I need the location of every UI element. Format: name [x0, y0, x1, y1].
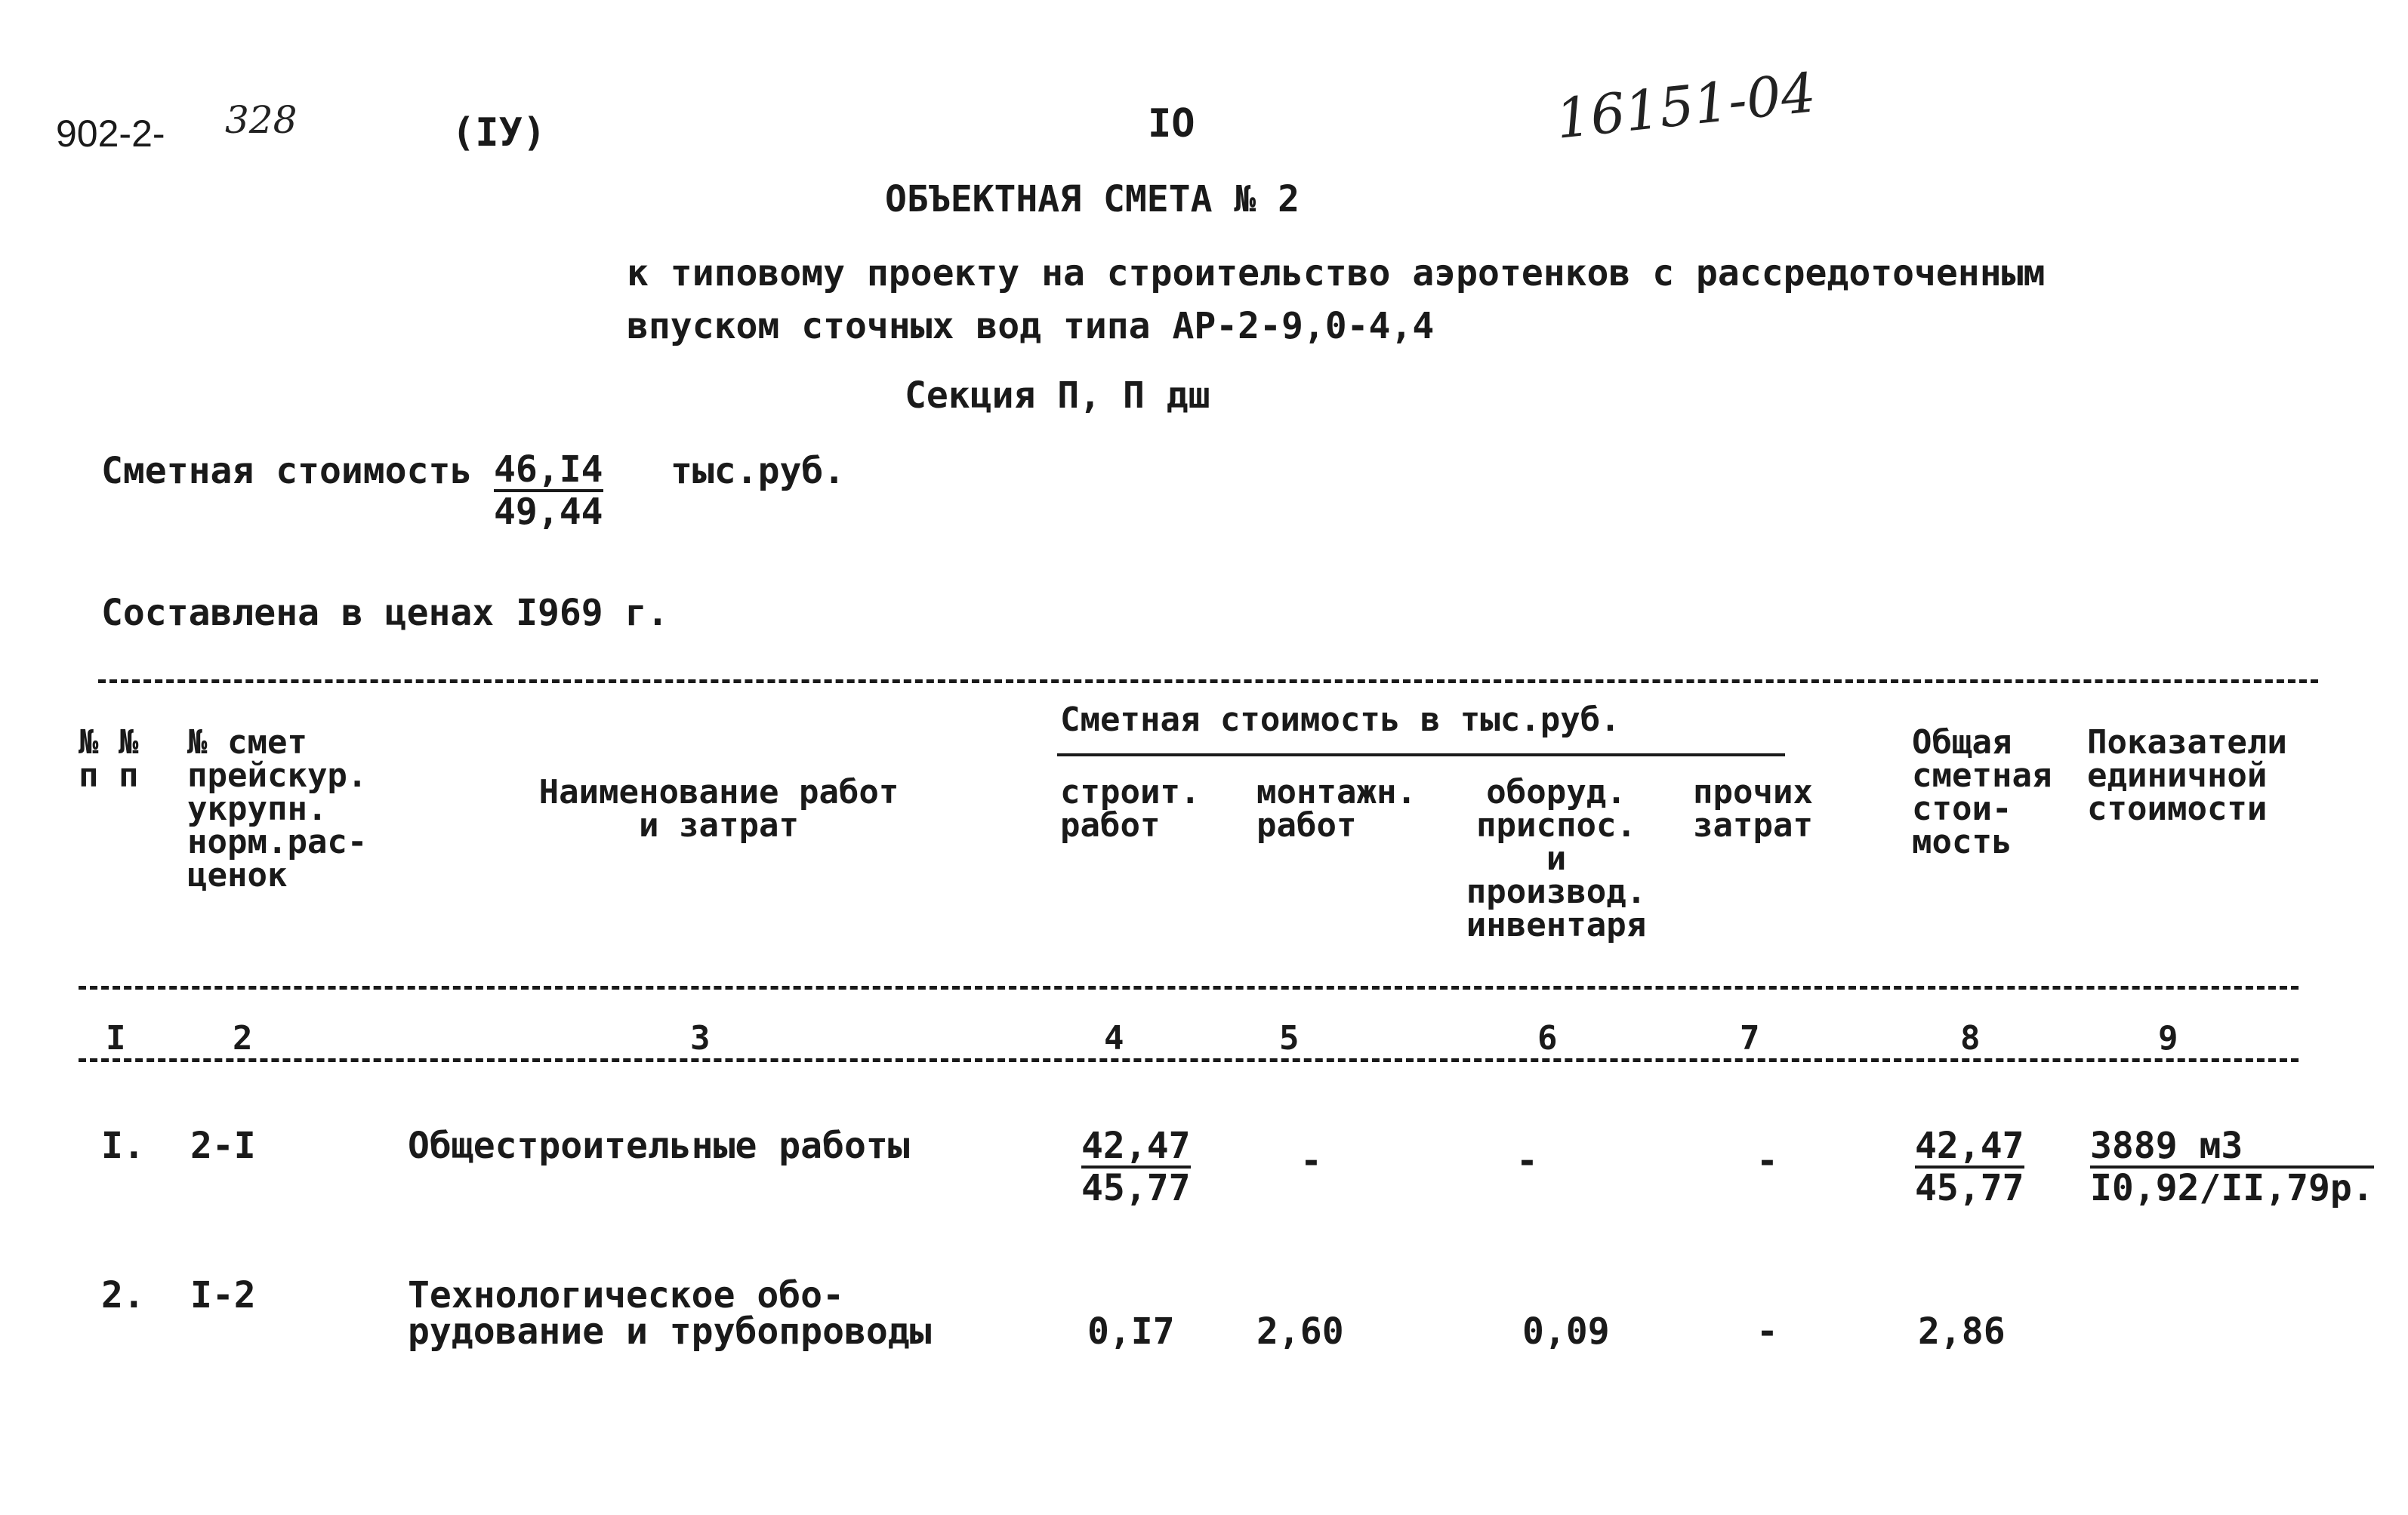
- col5-header: [1256, 773, 1417, 845]
- section-label: Секция П, П дш: [905, 374, 1210, 417]
- doc-code-prefix: 902-2-: [56, 112, 165, 155]
- table-row-1-total-top: 42,47: [1915, 1125, 2024, 1167]
- table-row-2-num: 2.: [101, 1274, 145, 1316]
- col6-header-line: инвентаря: [1466, 906, 1647, 944]
- col1-header-line2: п п: [79, 756, 139, 795]
- subtitle-line-2: впуском сточных вод типа АР-2-9,0-4,4: [627, 305, 1435, 347]
- estimated-cost-label: Сметная стоимость: [101, 450, 473, 492]
- col9-header-line: Показатели: [2087, 723, 2287, 762]
- table-row-1-indicator: [2090, 1125, 2374, 1209]
- column-number-5: 5: [1279, 1019, 1300, 1058]
- col2-header-line: ценок: [187, 856, 288, 895]
- table-top-rule: [98, 679, 2318, 683]
- column-number-3: 3: [690, 1019, 711, 1058]
- volume-label: (IУ): [452, 110, 547, 156]
- col2-header-line: норм.рас-: [187, 823, 368, 861]
- col6-header: [1454, 773, 1658, 944]
- table-row-1-code: 2-I: [190, 1125, 256, 1167]
- table-row-1-total: [1915, 1125, 2024, 1209]
- column-numbers-rule: [79, 1058, 2299, 1062]
- col1-header: [79, 723, 139, 795]
- col9-header-line: единичной: [2087, 756, 2268, 795]
- col2-header: [187, 723, 368, 895]
- col1-header-line1: № №: [79, 723, 139, 762]
- subtitle-line-1: к типовому проекту на строительство аэротенков с рассредоточенным: [627, 252, 2046, 294]
- col7-header: [1693, 773, 1813, 845]
- col7-header-line: прочих: [1693, 773, 1813, 811]
- column-number-9: 9: [2158, 1019, 2178, 1058]
- column-number-7: 7: [1740, 1019, 1760, 1058]
- col3-header-line: и затрат: [639, 806, 799, 845]
- table-row-2-name-line: рудование и трубопроводы: [408, 1310, 932, 1353]
- estimated-cost-bottom: 49,44: [494, 491, 603, 533]
- table-row-2-name: [408, 1274, 932, 1353]
- table-row-1-construction: [1081, 1125, 1191, 1209]
- estimated-cost-value: [494, 448, 603, 533]
- col7-header-line: затрат: [1693, 806, 1813, 845]
- table-row-1-total-bottom: 45,77: [1915, 1167, 2024, 1209]
- col6-header-line: производ.: [1466, 873, 1647, 911]
- table-row-1-construction-top: 42,47: [1081, 1125, 1191, 1167]
- table-row-2-total: 2,86: [1918, 1310, 2006, 1353]
- column-number-1: I: [106, 1019, 126, 1058]
- doc-code-number-handwritten: 328: [225, 98, 298, 142]
- col8-header-line: сметная: [1912, 756, 2052, 795]
- table-row-1-indicator-bottom: I0,92/II,79р.: [2090, 1167, 2374, 1209]
- table-row-2-installation: 2,60: [1256, 1310, 1344, 1353]
- table-row-2-name-line: Технологическое обо-: [408, 1274, 844, 1316]
- column-number-2: 2: [233, 1019, 253, 1058]
- col2-header-line: № смет: [187, 723, 307, 762]
- table-row-2-construction: 0,I7: [1087, 1310, 1175, 1353]
- table-row-1-indicator-top: 3889 м3: [2090, 1125, 2243, 1167]
- estimated-cost-top: 46,I4: [494, 448, 603, 491]
- col9-header-line: стоимости: [2087, 790, 2268, 828]
- estimated-cost-unit: тыс.руб.: [671, 450, 846, 492]
- table-row-2-equipment: 0,09: [1522, 1310, 1610, 1353]
- table-row-2-other: -: [1756, 1310, 1778, 1353]
- col4-header-line: работ: [1060, 806, 1161, 845]
- col8-header-line: стои-: [1912, 790, 2012, 828]
- col6-header-line: и: [1546, 839, 1567, 878]
- column-number-6: 6: [1537, 1019, 1558, 1058]
- column-number-4: 4: [1104, 1019, 1124, 1058]
- page-number: IO: [1148, 101, 1195, 146]
- col3-header: [515, 773, 923, 845]
- header-bottom-rule: [79, 986, 2299, 990]
- table-row-1-equipment: -: [1516, 1140, 1538, 1182]
- column-number-8: 8: [1960, 1019, 1981, 1058]
- col8-header: [1912, 723, 2052, 861]
- col4-header: [1060, 773, 1201, 845]
- col9-header: [2087, 723, 2287, 828]
- table-row-1-name: Общестроительные работы: [408, 1125, 910, 1167]
- table-row-1-num: I.: [101, 1125, 145, 1167]
- col6-header-line: оборуд.: [1486, 773, 1626, 811]
- prices-note: Составлена в ценах I969 г.: [101, 592, 669, 634]
- doc-number-handwritten: 16151-04: [1552, 60, 1819, 151]
- col3-header-line: Наименование работ: [538, 773, 899, 811]
- cost-group-header: Сметная стоимость в тыс.руб.: [1060, 701, 1620, 739]
- table-row-1-construction-bottom: 45,77: [1081, 1167, 1191, 1209]
- table-row-1-installation: -: [1300, 1140, 1322, 1182]
- table-row-1-other: -: [1756, 1140, 1778, 1182]
- col8-header-line: Общая: [1912, 723, 2012, 762]
- col4-header-line: строит.: [1060, 773, 1201, 811]
- col5-header-line: работ: [1256, 806, 1357, 845]
- col2-header-line: прейскур.: [187, 756, 368, 795]
- col6-header-line: приспос.: [1476, 806, 1636, 845]
- document-title: ОБЪЕКТНАЯ СМЕТА № 2: [885, 178, 1300, 220]
- cost-group-underline: [1057, 753, 1785, 756]
- col8-header-line: мость: [1912, 823, 2012, 861]
- col5-header-line: монтажн.: [1256, 773, 1417, 811]
- col2-header-line: укрупн.: [187, 790, 328, 828]
- table-row-2-code: I-2: [190, 1274, 256, 1316]
